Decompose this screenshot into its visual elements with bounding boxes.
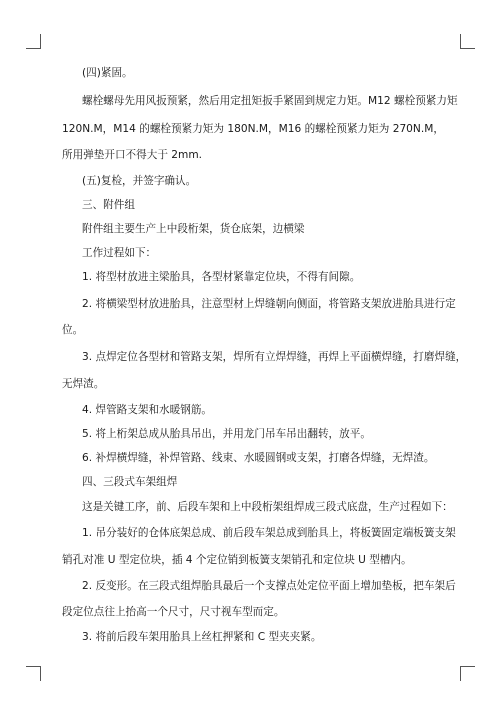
paragraph-line: 这是关键工序，前、后段车架和上中段桁架组焊成三段式底盘，生产过程如下： bbox=[82, 501, 453, 513]
crop-mark-bottom-left bbox=[26, 666, 41, 681]
list-item: 5. 将上桁架总成从胎具吊出，并用龙门吊车吊出翻转，放平。 bbox=[82, 428, 371, 440]
list-item: 1. 吊分装好的仓体底架总成、前后段车架总成到胎具上，将板簧固定端板簧支架 bbox=[82, 527, 456, 539]
section-heading: (五)复检，并签字确认。 bbox=[82, 175, 197, 187]
section-heading: (四)紧固。 bbox=[82, 67, 133, 79]
list-item: 3. 将前后段车架用胎具上丝杠押紧和 C 型夹夹紧。 bbox=[82, 631, 322, 643]
list-item: 2. 将横梁型材放进胎具，注意型材上焊缝朝向侧面，将管路支架放进胎具进行定 bbox=[82, 298, 456, 310]
paragraph-line: 螺栓螺母先用风扳预紧，然后用定扭矩扳手紧固到规定力矩。M12 螺栓预紧力矩 bbox=[82, 95, 458, 107]
crop-mark-top-left bbox=[26, 34, 41, 49]
list-item-continuation: 销孔对准 U 型定位块，插 4 个定位销到板簧支架销孔和定位块 U 型槽内。 bbox=[62, 554, 412, 566]
paragraph-line: 工作过程如下： bbox=[82, 247, 157, 259]
list-item: 1. 将型材放进主梁胎具，各型材紧靠定位块，不得有间隙。 bbox=[82, 271, 361, 283]
list-item: 3. 点焊定位各型材和管路支架，焊所有立焊焊缝，再焊上平面横焊缝，打磨焊缝， bbox=[82, 351, 467, 363]
list-item-continuation: 无焊渣。 bbox=[62, 378, 105, 390]
section-heading: 四、三段式车架组焊 bbox=[82, 476, 178, 488]
paragraph-line: 120N.M，M14 的螺栓预紧力矩为 180N.M，M16 的螺栓预紧力矩为 270N.M， bbox=[62, 123, 444, 135]
list-item-continuation: 位。 bbox=[62, 324, 84, 336]
list-item: 2. 反变形。在三段式组焊胎具最后一个支撑点处定位平面上增加垫板，把车架后 bbox=[82, 580, 456, 592]
paragraph-line: 附件组主要生产上中段桁架，货仓底架，边横梁 bbox=[82, 223, 305, 235]
list-item: 6. 补焊横焊缝，补焊管路、线束、水暖圆钢或支架，打磨各焊缝，无焊渣。 bbox=[82, 452, 435, 464]
crop-mark-bottom-right bbox=[460, 666, 475, 681]
paragraph-line: 所用弹垫开口不得大于 2mm. bbox=[62, 149, 203, 161]
list-item-continuation: 段定位点往上抬高一个尺寸，尺寸视车型而定。 bbox=[62, 606, 285, 618]
crop-mark-top-right bbox=[460, 34, 475, 49]
list-item: 4. 焊管路支架和水暖钢筋。 bbox=[82, 404, 213, 416]
section-heading: 三、附件组 bbox=[82, 199, 135, 211]
